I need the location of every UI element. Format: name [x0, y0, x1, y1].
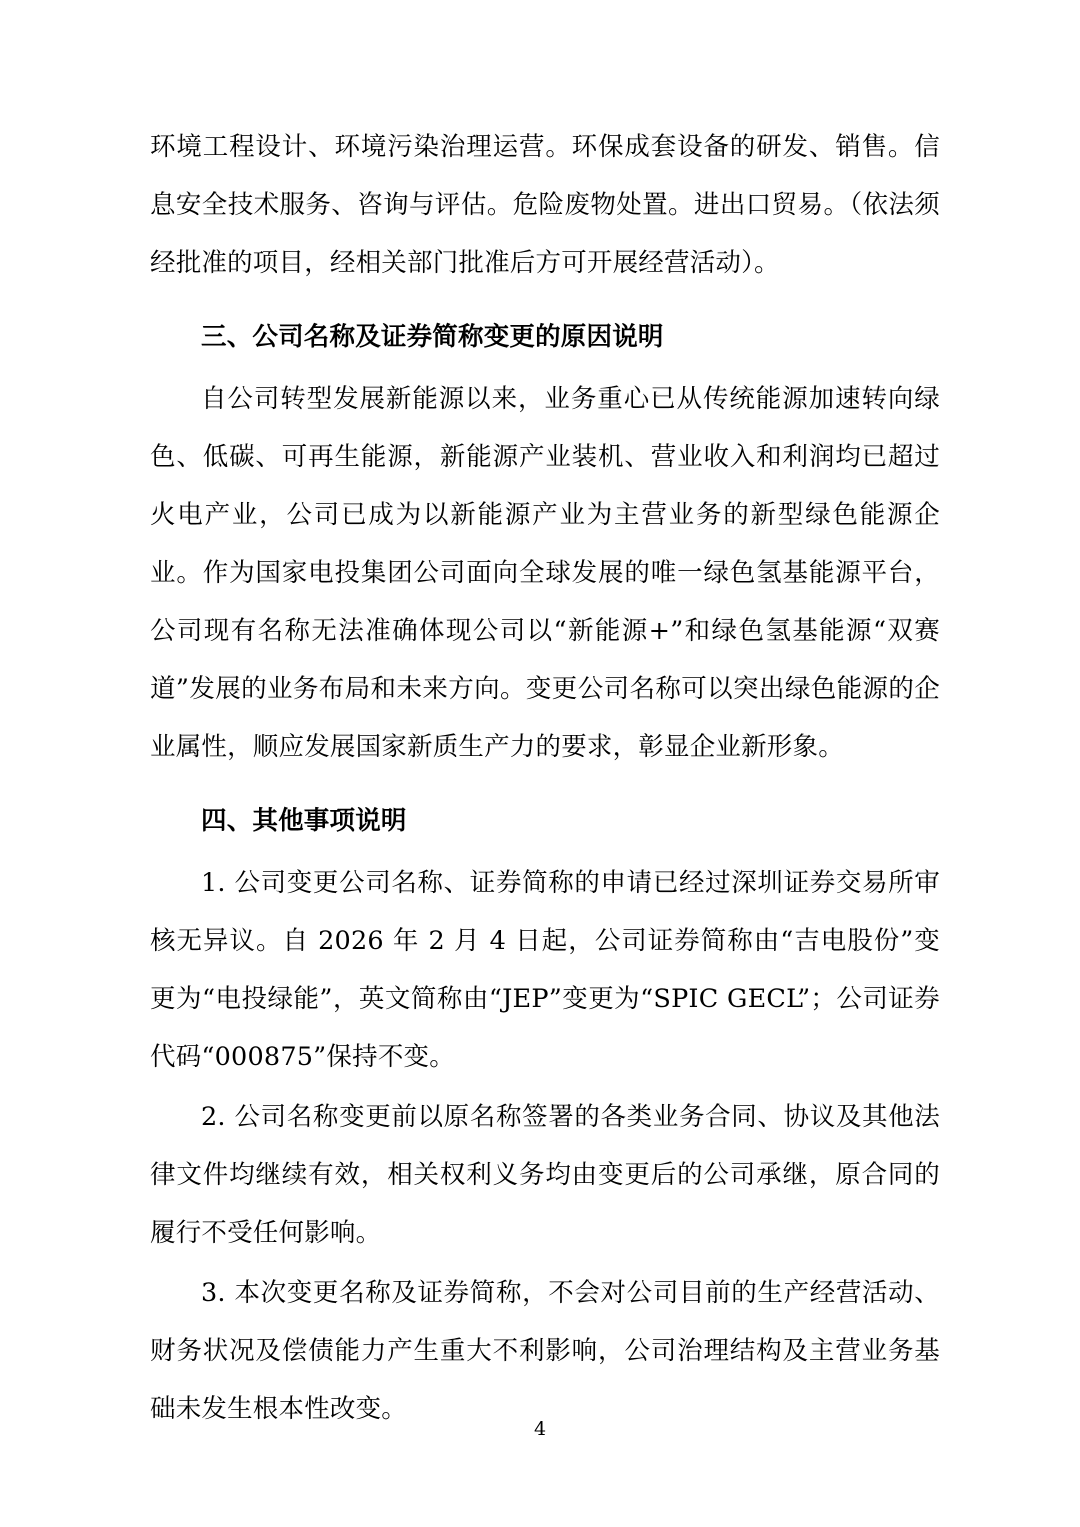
page-content — [150, 118, 940, 1438]
paragraph-item-3: 3. 本次变更名称及证券简称，不会对公司目前的生产经营活动、财务状况及偿债能力产生重大不利影响，公司治理结构及主营业务基础未发生根本性改变。 — [150, 1278, 940, 1424]
paragraph-business-scope-continued: 环境工程设计、环境污染治理运营。环保成套设备的研发、销售。信息安全技术服务、咨询与评估。危险废物处置。进出口贸易。（依法须经批准的项目，经相关部门批准后方可开展经营活动）。 — [150, 132, 940, 278]
paragraph-section-three-body: 自公司转型发展新能源以来，业务重心已从传统能源加速转向绿色、低碳、可再生能源，新能源产业装机、营业收入和利润均已超过火电产业，公司已成为以新能源产业为主营业务的新型绿色能源企业。作为国家电投集团公司面向全球发展的唯一绿色氢基能源平台，公司现有名称无法准确体现公司以“新能源+”和绿色氢基能源“双赛道”发展的业务布局和未来方向。变更公司名称可以突出绿色能源的企业属性，顺应发展国家新质生产力的要求，彰显企业新形象。 — [150, 384, 940, 762]
heading-section-four: 四、其他事项说明 — [201, 806, 407, 836]
paragraph-item-1: 1. 公司变更公司名称、证券简称的申请已经过深圳证券交易所审核无异议。自 2026 年 2 月 4 日起，公司证券简称由“吉电股份”变更为“电投绿能”，英文简称由“JEP”变更为“SPIC GECL”；公司证券代码“000875”保持不变。 — [150, 868, 940, 1072]
heading-section-three: 三、公司名称及证券简称变更的原因说明 — [201, 322, 664, 352]
page-number: 4 — [533, 1418, 547, 1440]
paragraph-item-2: 2. 公司名称变更前以原名称签署的各类业务合同、协议及其他法律文件均继续有效，相关权利义务均由变更后的公司承继，原合同的履行不受任何影响。 — [150, 1102, 940, 1248]
